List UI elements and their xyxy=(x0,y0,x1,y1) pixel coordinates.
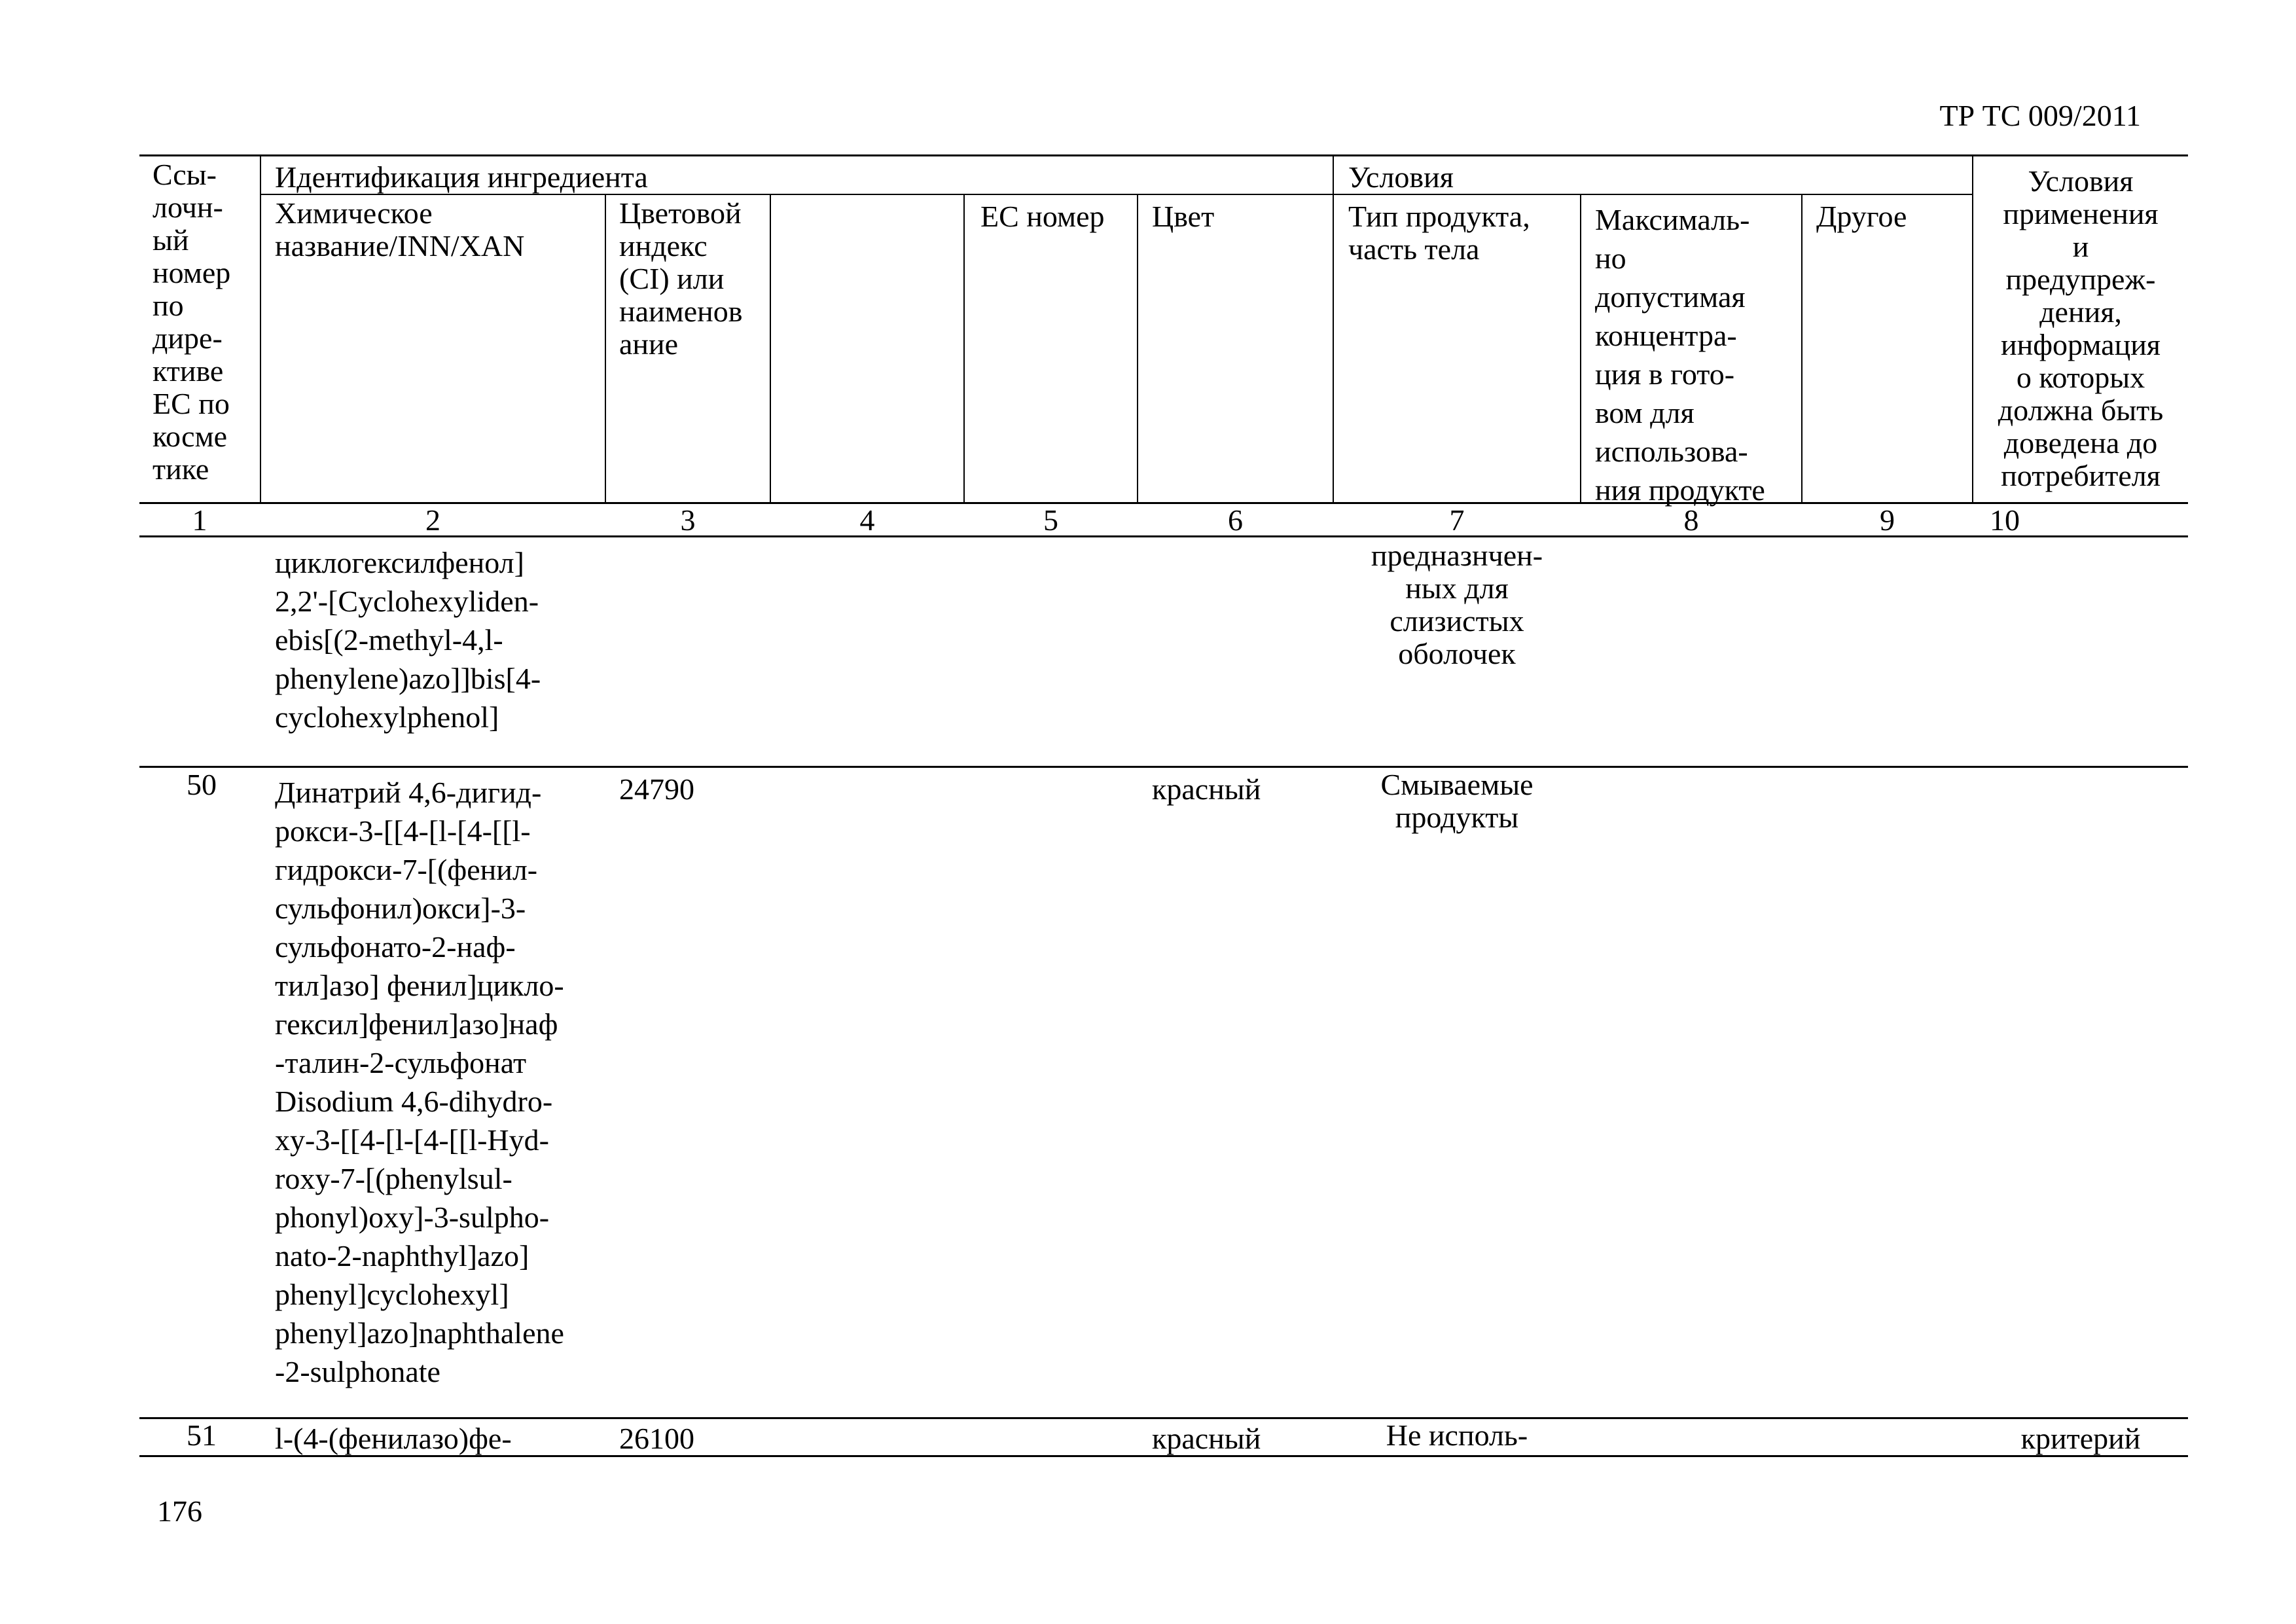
column-number-10: 10 xyxy=(1990,503,2020,537)
column-number-4: 4 xyxy=(859,503,875,537)
header-ingredient-identification: Идентификация ингредиента xyxy=(275,160,648,194)
column-number-5: 5 xyxy=(1043,503,1058,537)
row-ref-number: 51 xyxy=(187,1418,217,1452)
row-product-type: предназнчен- ных для слизистых оболочек xyxy=(1371,539,1543,670)
row-warnings: критерий xyxy=(2020,1422,2141,1455)
row-color: красный xyxy=(1152,1422,1261,1455)
row-chemical-name: циклогексилфенол] 2,2'-[Cyclohexyliden- ebis[(2-methyl-4,l- phenylene)azo]]bis[4- cyclohexylphenol] xyxy=(275,546,541,734)
column-number-1: 1 xyxy=(192,503,207,537)
column-number-7: 7 xyxy=(1449,503,1465,537)
header-product-type: Тип продукта, часть тела xyxy=(1348,200,1530,266)
column-number-2: 2 xyxy=(425,503,440,537)
header-conditions: Условия xyxy=(1348,160,1454,194)
column-number-6: 6 xyxy=(1228,503,1243,537)
row-color-index: 24790 xyxy=(619,772,694,806)
header-warnings: Условия применения и предупреж- дения, информация о которых должна быть доведена до потребителя xyxy=(1998,164,2164,492)
column-number-3: 3 xyxy=(680,503,696,537)
header-ref-number: Ссы- лочн- ый номер по дире- ктиве ЕС по косме тике xyxy=(152,158,231,486)
column-number-8: 8 xyxy=(1683,503,1699,537)
row-color-index: 26100 xyxy=(619,1422,694,1455)
row-product-type: Смываемые продукты xyxy=(1380,768,1534,834)
row-chemical-name: l-(4-(фенилазо)фе- xyxy=(275,1422,512,1455)
header-other: Другое xyxy=(1816,200,1907,233)
column-number-9: 9 xyxy=(1880,503,1895,537)
header-chemical-name: Химическое название/INN/XAN xyxy=(275,196,525,262)
header-ec-number: ЕС номер xyxy=(980,200,1105,233)
header-color: Цвет xyxy=(1152,200,1215,233)
header-max-concentration: Максималь- но допустимая концентра- ция в гото- вом для использова- ния продукте xyxy=(1595,203,1765,507)
document-code: ТР ТС 009/2011 xyxy=(1939,99,2141,132)
row-product-type: Не исполь- xyxy=(1386,1418,1528,1452)
page-number: 176 xyxy=(157,1494,202,1528)
row-ref-number: 50 xyxy=(187,768,217,801)
row-chemical-name: Динатрий 4,6-дигид- рокси-3-[[4-[l-[4-[[l- гидрокси-7-[(фенил- сульфонил)окси]-3- сульфонато-2-наф- тил]азо] фенил]цикло- гексил]фенил]азо]наф -талин-2-сульфонат Disodium 4,6-dihydro- xy-3-[[4-[l-[4-[[l-Hyd- roxy-7-[(phenylsul- phonyl)oxy]-3-sulpho- nato-2-naphthyl]azo] phenyl]cyclohexyl] phenyl]azo]naphthalene -2-sulphonate xyxy=(275,776,564,1388)
header-color-index: Цветовой индекс (CI) или наименов ание xyxy=(619,196,743,361)
row-color: красный xyxy=(1152,772,1261,806)
